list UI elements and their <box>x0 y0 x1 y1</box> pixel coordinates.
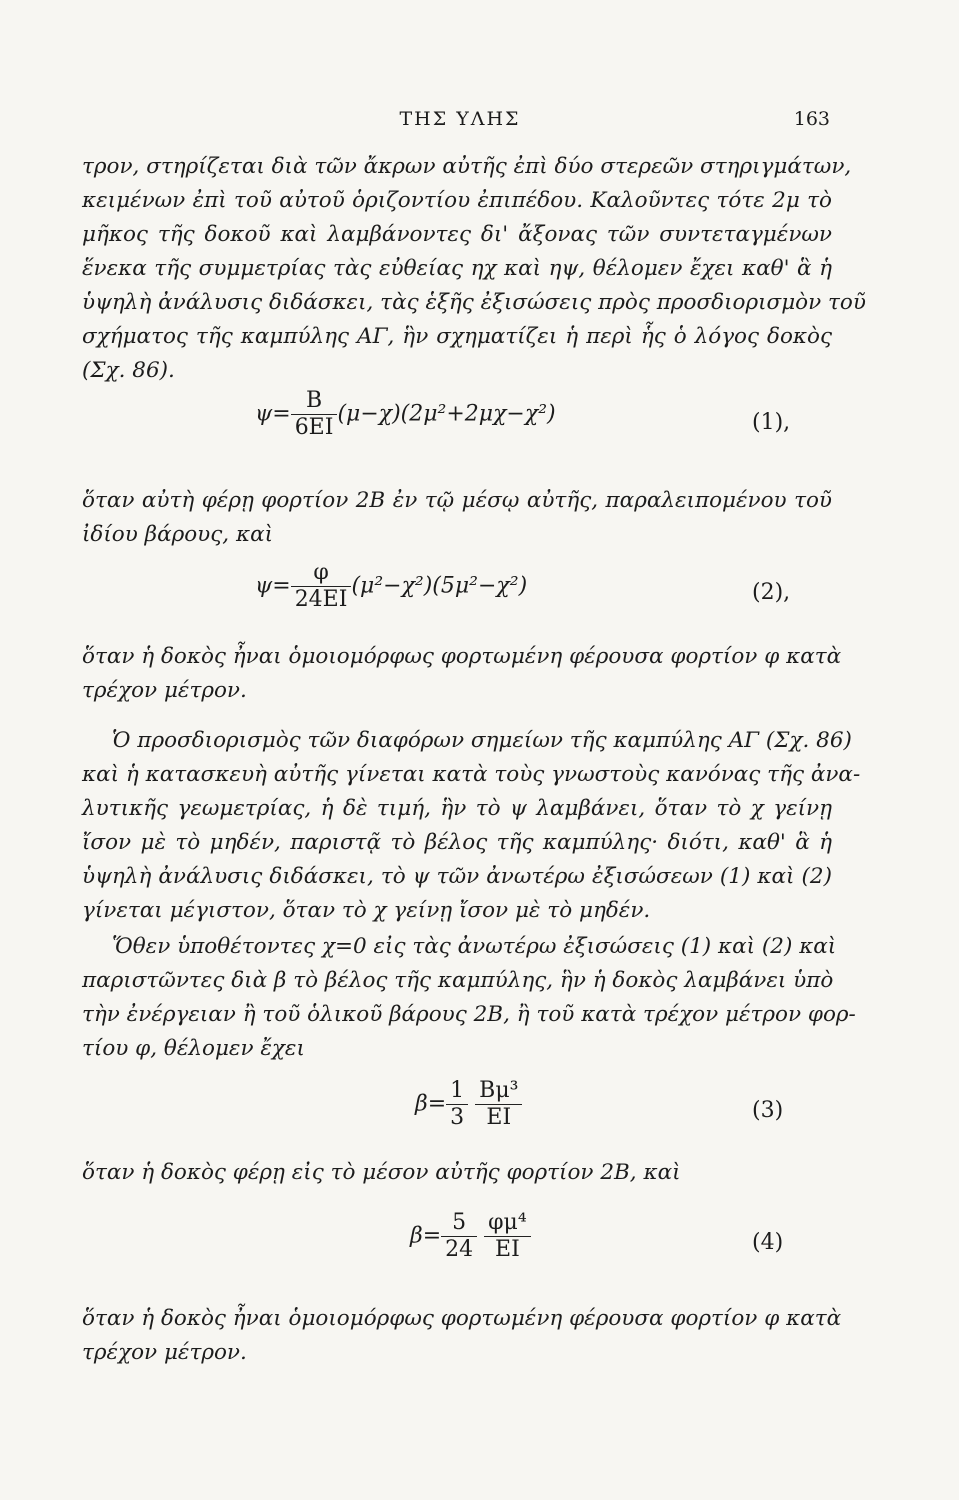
text-line: ὑψηλὴ ἀνάλυσις διδάσκει, τὸ ψ τῶν ἀνωτέρω ἐξισώσεων (1) καὶ (2) <box>82 864 832 889</box>
equation-4-label: (4) <box>752 1230 784 1255</box>
fraction-numerator: B <box>291 388 338 415</box>
equation-2 <box>255 560 527 613</box>
paragraph-5 <box>82 930 856 1066</box>
equation-lhs: β= <box>410 1223 442 1249</box>
text-line: τρέχον μέτρον. <box>82 1340 247 1365</box>
text-line: λυτικῆς γεωμετρίας, ἡ δὲ τιμή, ἣν τὸ ψ λαμβάνει, ὅταν τὸ χ γείνῃ <box>82 796 832 821</box>
equation-2-label: (2), <box>752 580 791 605</box>
text-line: ὅταν αὐτὴ φέρῃ φορτίον 2B ἐν τῷ μέσῳ αὐτῆς, παραλειπομένου τοῦ <box>82 488 832 513</box>
fraction-numerator: 5 <box>441 1210 477 1237</box>
text-line: σχήματος τῆς καμπύλης ΑΓ, ἣν σχηματίζει ἡ περὶ ἧς ὁ λόγος δοκὸς <box>82 324 832 349</box>
text-line: γίνεται μέγιστον, ὅταν τὸ χ γείνῃ ἴσον μὲ τὸ μηδέν. <box>82 898 651 923</box>
paragraph-2 <box>82 484 832 552</box>
paragraph-6 <box>82 1156 832 1190</box>
coefficient-fraction <box>441 1210 477 1263</box>
fraction-numerator: 1 <box>446 1078 468 1105</box>
fraction-denominator: 24EI <box>294 587 348 612</box>
text-line: ὅταν ἡ δοκὸς φέρῃ εἰς τὸ μέσον αὐτῆς φορτίον 2B, καὶ <box>82 1160 681 1185</box>
equation-4 <box>410 1210 531 1263</box>
text-line: τίου φ, θέλομεν ἔχει <box>82 1036 305 1061</box>
text-line: ἰδίου βάρους, καὶ <box>82 522 274 547</box>
text-line: ἕνεκα τῆς συμμετρίας τὰς εὐθείας ηχ καὶ ηψ, θέλομεν ἔχει καθ' ἃ ἡ <box>82 256 832 281</box>
text-line: τρέχον μέτρον. <box>82 678 247 703</box>
fraction-numerator: Bμ³ <box>475 1078 522 1105</box>
equation-rhs: (μ−χ)(2μ²+2μχ−χ²) <box>337 401 556 427</box>
text-line: τρον, στηρίζεται διὰ τῶν ἄκρων αὐτῆς ἐπὶ δύο στερεῶν στηριγμάτων, <box>82 154 852 179</box>
equation-lhs: β= <box>415 1091 447 1117</box>
page-number: 163 <box>793 108 830 130</box>
paragraph-1 <box>82 150 866 388</box>
text-line: ὅταν ἡ δοκὸς ἦναι ὁμοιομόρφως φορτωμένη φέρουσα φορτίον φ κατὰ <box>82 1306 842 1331</box>
text-line: παριστῶντες διὰ β τὸ βέλος τῆς καμπύλης, ἣν ἡ δοκὸς λαμβάνει ὑπὸ <box>82 968 834 993</box>
equation-lhs: ψ= <box>255 401 291 427</box>
equation-1 <box>255 388 556 441</box>
fraction-numerator: φμ⁴ <box>484 1210 531 1237</box>
text-line: ὅταν ἡ δοκὸς ἦναι ὁμοιομόρφως φορτωμένη φέρουσα φορτίον φ κατὰ <box>82 644 842 669</box>
text-line: ἴσον μὲ τὸ μηδέν, παριστᾷ τὸ βέλος τῆς καμπύλης· διότι, καθ' ἃ ἡ <box>82 830 832 855</box>
text-line: τὴν ἐνέργειαν ἢ τοῦ ὁλικοῦ βάρους 2B, ἢ τοῦ κατὰ τρέχον μέτρον φορ- <box>82 1002 856 1027</box>
equation-fraction <box>291 560 352 613</box>
text-line: μῆκος τῆς δοκοῦ καὶ λαμβάνοντες δι' ἄξονας τῶν συντεταγμένων <box>82 222 832 247</box>
equation-fraction <box>475 1078 522 1131</box>
fraction-denominator: 24 <box>445 1237 474 1262</box>
equation-1-label: (1), <box>752 410 791 435</box>
paragraph-4 <box>82 724 861 928</box>
running-title: ΤΗΣ ΥΛΗΣ <box>399 108 521 130</box>
equation-lhs: ψ= <box>255 573 291 599</box>
paragraph-3 <box>82 640 842 708</box>
coefficient-fraction <box>446 1078 468 1131</box>
equation-rhs: (μ²−χ²)(5μ²−χ²) <box>351 573 528 599</box>
fraction-denominator: EI <box>495 1237 520 1262</box>
paragraph-7 <box>82 1302 842 1370</box>
equation-3-label: (3) <box>752 1098 784 1123</box>
equation-fraction <box>484 1210 531 1263</box>
fraction-denominator: EI <box>486 1105 512 1130</box>
text-line: καὶ ἡ κατασκευὴ αὐτῆς γίνεται κατὰ τοὺς γνωστοὺς κανόνας τῆς ἀνα- <box>82 762 861 787</box>
text-line: Ὅθεν ὑποθέτοντες χ=0 εἰς τὰς ἀνωτέρω ἐξισώσεις (1) καὶ (2) καὶ <box>112 934 837 959</box>
equation-3 <box>415 1078 522 1131</box>
text-line: (Σχ. 86). <box>82 358 175 383</box>
equation-fraction <box>291 388 338 441</box>
fraction-numerator: φ <box>291 560 352 587</box>
fraction-denominator: 6EI <box>294 415 334 440</box>
text-line: Ὁ προσδιορισμὸς τῶν διαφόρων σημείων τῆς καμπύλης ΑΓ (Σχ. 86) <box>112 728 852 753</box>
text-line: κειμένων ἐπὶ τοῦ αὐτοῦ ὁριζοντίου ἐπιπέδου. Καλοῦντες τότε 2μ τὸ <box>82 188 832 213</box>
fraction-denominator: 3 <box>450 1105 465 1130</box>
text-line: ὑψηλὴ ἀνάλυσις διδάσκει, τὰς ἑξῆς ἐξισώσεις πρὸς προσδιορισμὸν τοῦ <box>82 290 866 315</box>
